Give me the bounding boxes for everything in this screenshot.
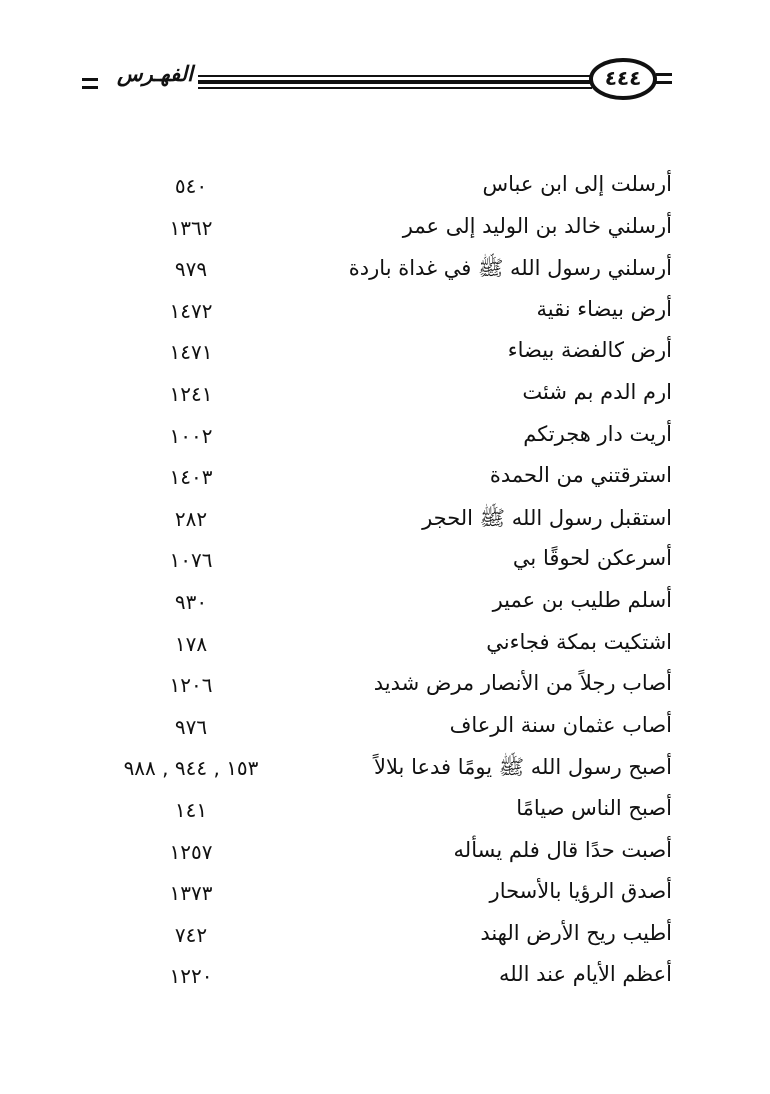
entry-pages: ١٤٧١ <box>169 340 213 365</box>
index-row <box>0 790 770 832</box>
header-title: الفهـرس <box>117 62 193 86</box>
entry-pages: ٩٣٠ <box>174 589 208 614</box>
header-left-mark <box>82 78 98 81</box>
entry-pages: ١٢٠٦ <box>169 673 213 698</box>
entry-pages: ١٠٠٢ <box>169 423 213 448</box>
entry-text: أصدق الرؤيا بالأسحار <box>489 879 672 904</box>
index-list <box>0 166 770 998</box>
entry-text: أرض بيضاء نقية <box>536 296 672 321</box>
index-row <box>0 665 770 707</box>
entry-text: أصاب عثمان سنة الرعاف <box>449 712 672 737</box>
index-row <box>0 707 770 749</box>
index-row <box>0 499 770 541</box>
entry-text: أسلم طليب بن عمير <box>492 587 672 612</box>
entry-text: أصبح الناس صيامًا <box>516 795 672 820</box>
index-row <box>0 208 770 250</box>
entry-text: أعظم الأيام عند الله <box>499 962 672 987</box>
index-row <box>0 832 770 874</box>
entry-text: أريت دار هجرتكم <box>523 421 672 446</box>
entry-pages: ١٢٤١ <box>169 381 213 406</box>
entry-pages: ١٢٥٧ <box>169 839 213 864</box>
entry-text: أرسلني رسول الله ﷺ في غداة باردة <box>348 256 672 281</box>
entry-pages: ١٥٣ , ٩٤٤ , ٩٨٨ <box>123 756 259 781</box>
entry-pages: ٢٨٢ <box>174 506 208 531</box>
entry-pages: ٩٧٩ <box>174 257 208 282</box>
index-row <box>0 457 770 499</box>
entry-pages: ١٢٢٠ <box>169 964 213 989</box>
entry-text: أصبت حدًا قال فلم يسأله <box>453 837 672 862</box>
entry-pages: ١٤١ <box>174 797 208 822</box>
index-row <box>0 166 770 208</box>
index-row <box>0 873 770 915</box>
entry-text: أصاب رجلاً من الأنصار مرض شديد <box>373 671 672 696</box>
entry-pages: ١٠٧٦ <box>169 548 213 573</box>
entry-text: أرسلني خالد بن الوليد إلى عمر <box>402 213 672 238</box>
entry-pages: ٥٤٠ <box>174 174 208 198</box>
index-row <box>0 956 770 998</box>
index-row <box>0 582 770 624</box>
entry-text: أطيب ريح الأرض الهند <box>480 920 672 945</box>
entry-text: اشتكيت بمكة فجاءني <box>486 629 672 654</box>
header-rule-middle <box>198 80 592 84</box>
index-row <box>0 249 770 291</box>
index-row <box>0 374 770 416</box>
entry-text: ارم الدم بم شئت <box>522 379 672 404</box>
entry-text: استقبل رسول الله ﷺ الحجر <box>422 505 672 530</box>
index-row <box>0 291 770 333</box>
header-rule-bottom <box>198 87 592 89</box>
page-header <box>0 0 770 120</box>
index-row <box>0 540 770 582</box>
entry-pages: ١٣٧٣ <box>169 881 213 906</box>
index-row <box>0 915 770 957</box>
entry-text: أرض كالفضة بيضاء <box>507 338 672 363</box>
entry-text: أرسلت إلى ابن عباس <box>482 172 672 196</box>
index-row <box>0 748 770 790</box>
entry-text: أسرعكن لحوقًا بي <box>512 546 672 571</box>
header-rule-top <box>198 75 592 77</box>
entry-pages: ١٤٧٢ <box>169 298 213 323</box>
page-number: ٤٤٤ <box>604 66 642 90</box>
entry-text: استرقتني من الحمدة <box>489 463 672 488</box>
header-left-mark-lower <box>82 86 98 89</box>
index-row <box>0 624 770 666</box>
entry-pages: ٧٤٢ <box>174 922 208 947</box>
entry-pages: ١٣٦٢ <box>169 215 213 240</box>
entry-text: أصبح رسول الله ﷺ يومًا فدعا بلالاً <box>374 755 672 780</box>
entry-pages: ١٤٠٣ <box>169 465 213 490</box>
index-row <box>0 332 770 374</box>
index-row <box>0 416 770 458</box>
entry-pages: ١٧٨ <box>174 631 208 656</box>
entry-pages: ٩٧٦ <box>174 714 208 739</box>
